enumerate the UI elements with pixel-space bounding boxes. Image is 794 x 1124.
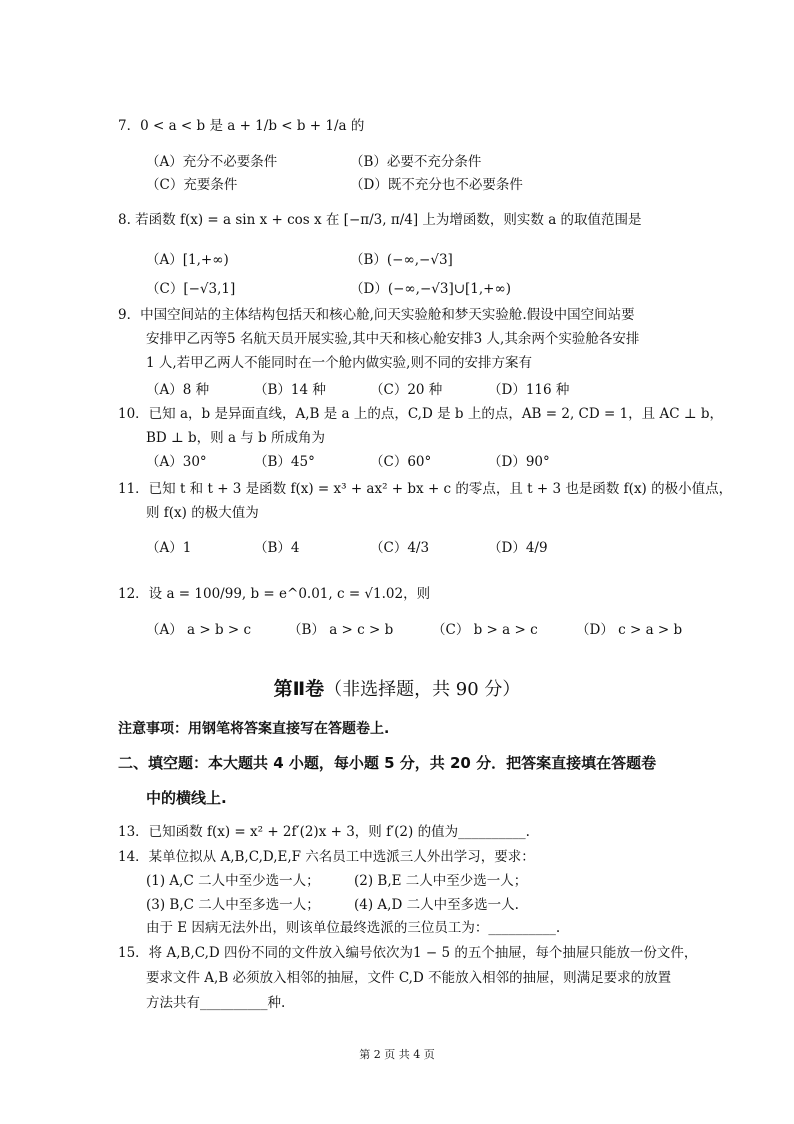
q10-line-1: 10．已知 a，b 是异面直线，A,B 是 a 上的点，C,D 是 b 上的点，AB = 2, CD = 1，且 AC ⊥ b，	[118, 406, 723, 422]
q10-line-2: BD ⊥ b，则 a 与 b 所成角为	[146, 430, 326, 446]
q14-req-3: (3) B,C 二人中至多选一人；	[146, 897, 320, 913]
part2-title	[0, 676, 794, 703]
q10-option-d: （D）90°	[488, 454, 550, 470]
section2-heading-cont: 中的横线上.	[146, 789, 227, 807]
q14-req-1: (1) A,C 二人中至少选一人；	[146, 873, 320, 889]
q11-option-b: （B）4	[254, 540, 300, 556]
part2-title-rest: （非选择题，共 90 分）	[324, 679, 521, 700]
part2-title-bold: 第Ⅱ卷	[273, 678, 325, 700]
q11-option-a: （A）1	[146, 540, 192, 556]
q8-option-b: （B）(−∞,−√3]	[350, 252, 453, 268]
q11-line-1: 11．已知 t 和 t + 3 是函数 f(x) = x³ + ax² + bx + c 的零点，且 t + 3 也是函数 f(x) 的极小值点，	[118, 481, 733, 497]
q11-option-d: （D）4/9	[488, 540, 548, 556]
q12-option-b: （B） a > c > b	[288, 622, 394, 638]
section2-heading: 二、填空题：本大题共 4 小题，每小题 5 分，共 20 分．把答案直接填在答题卷	[118, 754, 657, 772]
q12-option-c: （C） b > a > c	[432, 622, 538, 638]
q8-option-d: （D）(−∞,−√3]∪[1,+∞)	[350, 281, 511, 297]
q15-line-1: 15．将 A,B,C,D 四份不同的文件放入编号依次为1 − 5 的五个抽屉，每个抽屉只能放一份文件，	[118, 945, 698, 961]
q10-option-a: （A）30°	[146, 454, 207, 470]
page-footer: 第 2 页 共 4 页	[359, 1048, 435, 1061]
q9-line-1: 9．中国空间站的主体结构包括天和核心舱,问天实验舱和梦天实验舱.假设中国空间站要	[118, 307, 635, 323]
q14-stem: 14．某单位拟从 A,B,C,D,E,F 六名员工中选派三人外出学习，要求：	[118, 849, 535, 865]
q12-option-a: （A） a > b > c	[146, 622, 252, 638]
q9-option-d: （D）116 种	[488, 382, 570, 398]
q7-stem: 7．0 < a < b 是 a + 1/b < b + 1/a 的	[118, 118, 365, 134]
q11-line-2: 则 f(x) 的极大值为	[146, 505, 259, 521]
q15-line-3: 方法共有__________种.	[146, 995, 286, 1011]
q14-req-4: (4) A,D 二人中至多选一人.	[354, 897, 519, 913]
q8-option-a: （A）[1,+∞)	[146, 252, 229, 268]
q12-option-d: （D） c > a > b	[576, 622, 683, 638]
q9-line-2: 安排甲乙丙等5 名航天员开展实验,其中天和核心舱安排3 人,其余两个实验舱各安排	[146, 331, 640, 347]
q10-option-c: （C）60°	[370, 454, 432, 470]
q12-stem: 12．设 a = 100/99, b = e^0.01, c = √1.02，则	[118, 586, 431, 602]
q13: 13．已知函数 f(x) = x² + 2f′(2)x + 3，则 f′(2) 的值为__________.	[118, 824, 530, 840]
q7-option-c: （C）充要条件	[146, 177, 238, 193]
q11-option-c: （C）4/3	[370, 540, 430, 556]
q9-option-a: （A）8 种	[146, 382, 210, 398]
q8-option-c: （C）[−√3,1]	[146, 281, 236, 297]
q7-option-d: （D）既不充分也不必要条件	[350, 177, 523, 193]
q8-stem: 8. 若函数 f(x) = a sin x + cos x 在 [−π/3, π/4] 上为增函数，则实数 a 的取值范围是	[118, 212, 642, 228]
q9-option-b: （B）14 种	[254, 382, 326, 398]
notice: 注意事项：用钢笔将答案直接写在答题卷上.	[118, 721, 390, 737]
q9-line-3: 1 人,若甲乙两人不能同时在一个舱内做实验,则不同的安排方案有	[146, 355, 532, 371]
q14-req-2: (2) B,E 二人中至少选一人；	[354, 873, 528, 889]
q9-option-c: （C）20 种	[370, 382, 443, 398]
q10-option-b: （B）45°	[254, 454, 315, 470]
q15-line-2: 要求文件 A,B 必须放入相邻的抽屉，文件 C,D 不能放入相邻的抽屉，则满足要求的放置	[146, 970, 672, 986]
q7-option-b: （B）必要不充分条件	[350, 154, 482, 170]
q14-tail: 由于 E 因病无法外出，则该单位最终选派的三位员工为：__________.	[146, 920, 561, 936]
q7-option-a: （A）充分不必要条件	[146, 154, 278, 170]
